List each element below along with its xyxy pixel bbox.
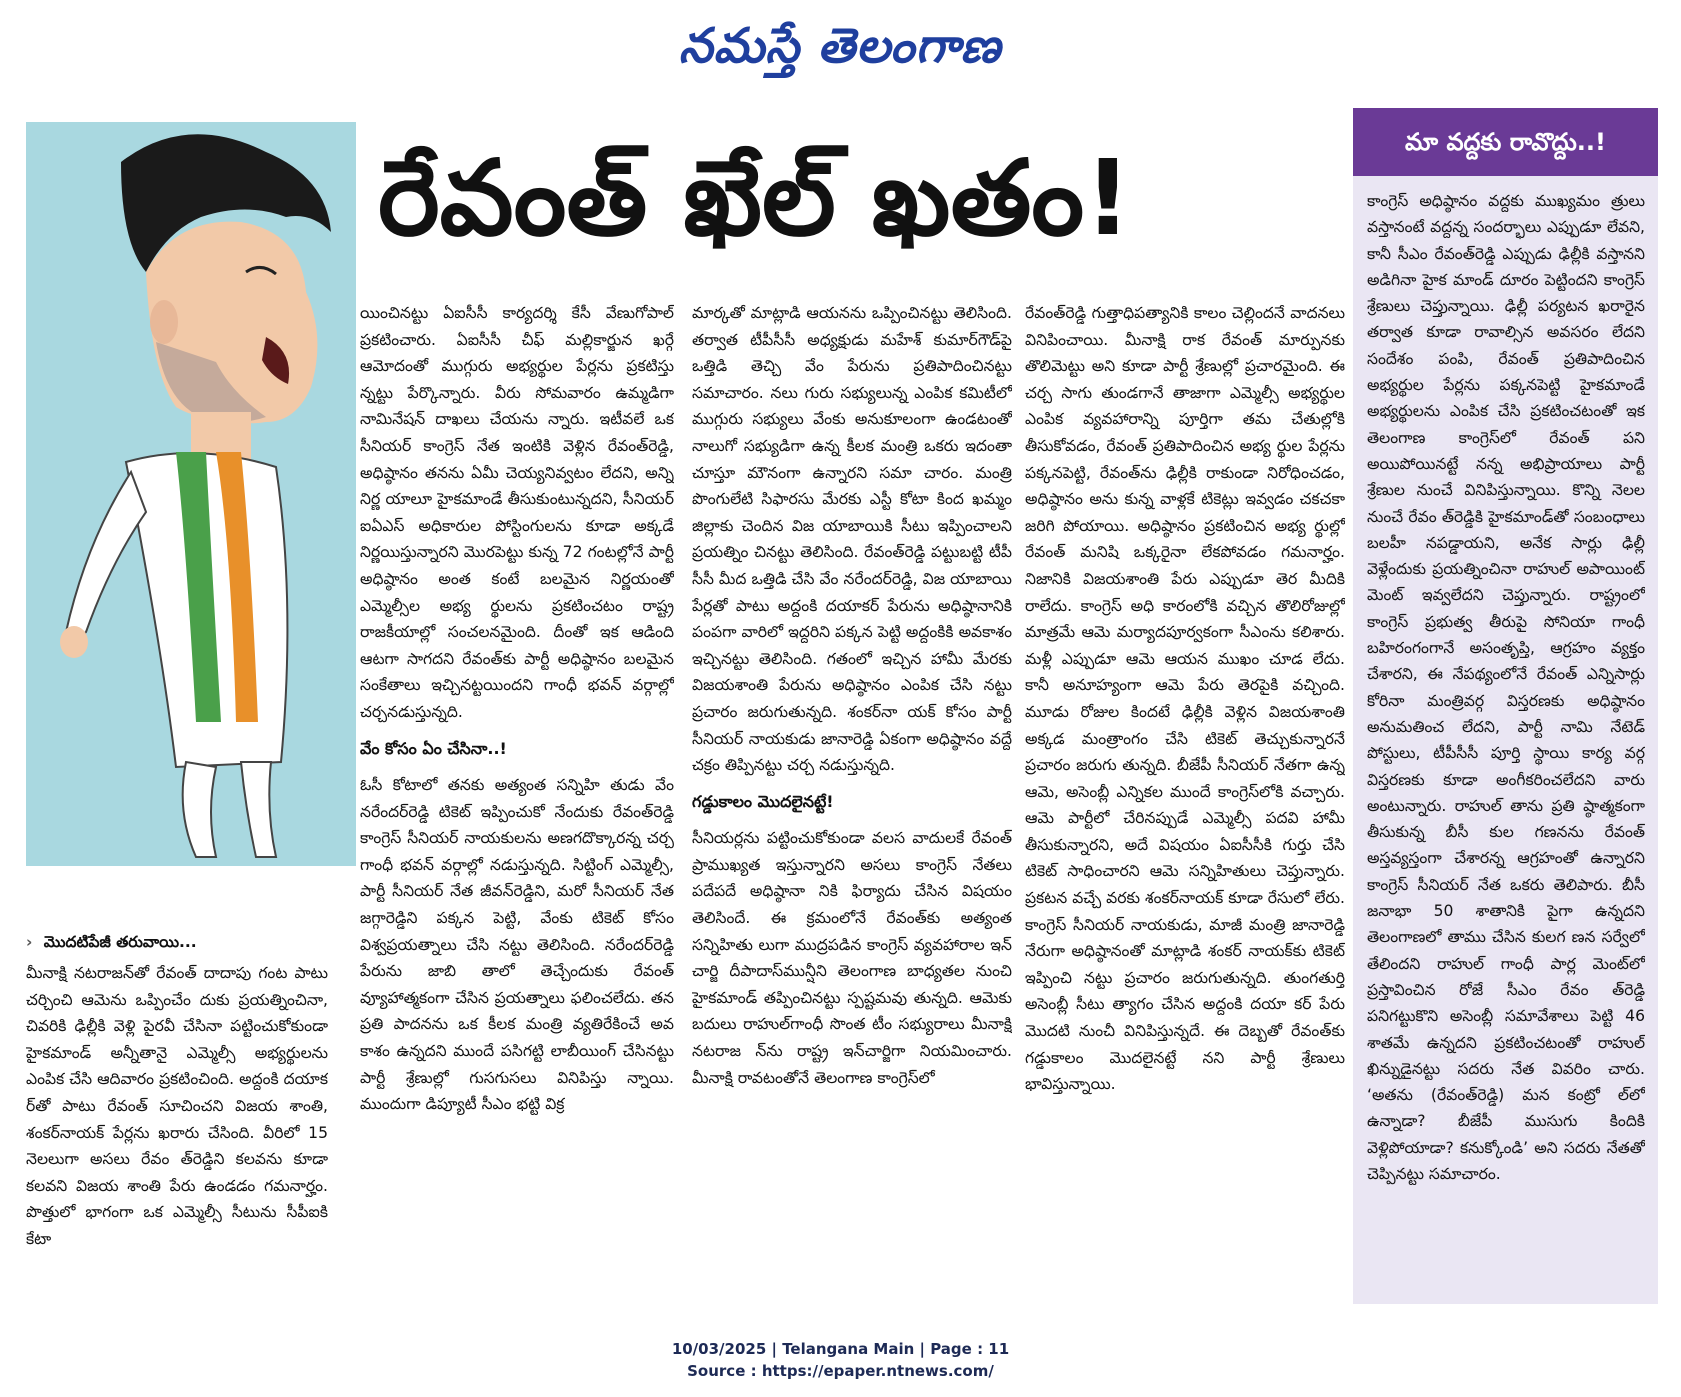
article-column-3: [692, 300, 1012, 1303]
subheading-hard-times: గడ్డుకాలం మొదలైనట్టే!: [692, 791, 834, 811]
continuation-label: [26, 933, 328, 957]
caricature-image: [26, 122, 356, 866]
article-column-1: [26, 960, 328, 1302]
sidebar-box: [1353, 108, 1658, 1304]
sidebar-title: మా వద్దకు రావొద్దు..!: [1353, 108, 1658, 176]
sidebar-text: కాంగ్రెస్ అధిష్ఠానం వద్దకు ముఖ్యమం త్రులు వస్తానంటే వద్దన్న సందర్భాలు ఎప్పుడూ లేవని, కానీ సీఎం రేవంత్‌రెడ్డి ఎప్పుడు ఢిల్లీకి వస్తానని అడిగినా హైక మాండ్ దూరం పెట్టిందని కాంగ్రెస్ శ్రేణులు చెప్తున్నాయి. ఢిల్లీ పర్యటన ఖరారైన తర్వాత కూడా రావాల్సిన అవసరం లేదని సందేశం పంపి, రేవంత్ ప్రతిపాదించిన అభ్యర్థుల పేర్లను పక్కనపెట్టి హైకమాండే అభ్యర్థులను ఎంపిక చేసి ప్రకటించటంతో ఇక తెలంగాణ కాంగ్రెస్‌లో రేవంత్ పని అయిపోయినట్టే నన్న అభిప్రాయాలు పార్టీ శ్రేణుల నుంచే వినిపిస్తున్నాయి. కొన్ని నెలల నుంచే రేవం త్‌రెడ్డికి హైకమాండ్‌తో సంబంధాలు బలహీ నపడ్డాయని, అనేక సార్లు ఢిల్లీ వెళ్లేందుకు ప్రయత్నించినా రాహుల్ అపాయింట్ మెంట్ ఇవ్వలేదని చెప్తున్నారు. రాష్ట్రంలో కాంగ్రెస్ ప్రభుత్వ తీరుపై సోనియా గాంధీ బహిరంగంగానే అసంతృప్తి, ఆగ్రహం వ్యక్తం చేశారని, ఈ నేపథ్యంలోనే రేవంత్ ఎన్నిసార్లు కోరినా మంత్రివర్గ విస్తరణకు అధిష్ఠానం అనుమతించ లేదని, పార్టీ నామి నేటెడ్ పోస్టులు, టీపీసీసీ పూర్తి స్థాయి కార్య వర్గ విస్తరణకు కూడా అంగీకరించలేదని వారు అంటున్నారు. రాహుల్ తాను ప్రతి ష్ఠాత్మకంగా తీసుకున్న బీసీ కుల గణనను రేవంత్ అస్తవ్యస్తంగా చేశారన్న ఆగ్రహంతో ఉన్నారని కాంగ్రెస్ సీనియర్ నేత ఒకరు తెలిపారు. బీసీ జనాభా 50 శాతానికి పైగా ఉన్నదని తెలంగాణలో తాము చేసిన కులగ ణన సర్వేలో తేలిందని రాహుల్ గాంధీ పార్ల మెంట్‌లో ప్రస్తావించిన రోజే సీఎం రేవం త్‌రెడ్డి పనిగట్టుకొని అసెంబ్లీ సమావేశాలు పెట్టి 46 శాతమే ఉన్నదని ప్రకటించటంతో రాహుల్ ఖిన్నుడైనట్టు సదరు నేత వివరిం చారు. ‘అతను (రేవంత్‌రెడ్డి) మన కంట్రో ల్‌లో ఉన్నాడా? బీజేపీ ముసుగు కిందికి వెళ్లిపోయాడా? కనుక్కోండి’ అని సదరు నేతతో చెప్పినట్టు సమాచారం.: [1367, 192, 1645, 1183]
column-2-text-b: ఓసీ కోటాలో తనకు అత్యంత సన్నిహి తుడు వేం నరేందర్‌రెడ్డి టికెట్ ఇప్పించుకో నేందుకు రేవంత్‌రెడ్డి కాంగ్రెస్ సీనియర్ నాయకులను అణగదొక్కారన్న చర్చ గాంధీ భవన్ వర్గాల్లో నడుస్తున్నది. సిట్టింగ్ ఎమ్మెల్సీ, పార్టీ సీనియర్ నేత జీవన్‌రెడ్డిని, మరో సీనియర్ నేత జగ్గారెడ్డిని పక్కన పెట్టి, వేంకు టికెట్ కోసం విశ్వప్రయత్నాలు చేసి నట్టు తెలిసింది. నరేందర్‌రెడ్డి పేరును జాబి తాలో తెచ్చేందుకు రేవంత్ వ్యూహాత్మకంగా చేసిన ప్రయత్నాలు ఫలించలేదు. తన ప్రతి పాదనను ఒక కీలక మంత్రి వ్యతిరేకించే అవ కాశం ఉన్నదని ముందే పసిగట్టి లాబీయింగ్ చేసినట్టు పార్టీ శ్రేణుల్లో గుసగుసలు వినిపిస్తు న్నాయి. ముందుగా డిప్యూటీ సీఎం భట్టి విక్ర: [360, 776, 674, 1114]
article-column-2: [360, 300, 674, 1303]
article-column-4: [1025, 300, 1345, 1303]
footer-date-line: 10/03/2025 | Telangana Main | Page : 11: [671, 1340, 1010, 1358]
continuation-text: మొదటిపేజీ తరువాయి...: [43, 933, 197, 951]
column-3-text-a: మార్కతో మాట్లాడి ఆయనను ఒప్పించినట్టు తెలిసింది. తర్వాత టీపీసీసీ అధ్యక్షుడు మహేశ్ కుమార్‌గౌడ్‌పై ఒత్తిడి తెచ్చి వేం పేరును ప్రతిపాదించినట్టు సమాచారం. నలు గురు సభ్యులున్న ఎంపిక కమిటీలో ముగ్గురు సభ్యులు వేంకు అనుకూలంగా ఉండటంతో నాలుగో సభ్యుడిగా ఉన్న కీలక మంత్రి ఒకరు ఇదంతా చూస్తూ మౌనంగా ఉన్నారని సమా చారం. మంత్రి పొంగులేటి సిఫారసు మేరకు ఎస్టీ కోటా కింద ఖమ్మం జిల్లాకు చెందిన విజ యాబాయికి సీటు ఇప్పించాలని ప్రయత్నిం చినట్టు తెలిసింది. రేవంత్‌రెడ్డి పట్టుబట్టి టీపీ సీసీ మీద ఒత్తిడి చేసి వేం నరేందర్‌రెడ్డి, విజ యాబాయి పేర్లతో పాటు అద్దంకి దయాకర్ పేరును అధిష్ఠానానికి పంపగా వారిలో ఇద్దరిని పక్కన పెట్టి అద్దంకికి అవకాశం ఇచ్చినట్టు తెలిసింది. గతంలో ఇచ్చిన హామీ మేరకు విజయశాంతి పేరును అధిష్ఠానం ఎంపిక చేసి నట్టు ప్రచారం జరుగుతున్నది. శంకర్‌నా యక్ కోసం పార్టీ సీనియర్ నాయకుడు జానారెడ్డి ఏకంగా అధిష్ఠానం వద్దే చక్రం తిప్పినట్టు చర్చ నడుస్తున్నది.: [692, 304, 1012, 775]
cartoon-illustration: [26, 122, 356, 866]
column-2-text-a: యించినట్టు ఏఐసీసీ కార్యదర్శి కేసీ వేణుగోపాల్ ప్రకటించారు. ఏఐసీసీ చీఫ్ మల్లికార్జున ఖర్గే ఆమోదంతో ముగ్గురు అభ్యర్థుల పేర్లను ప్రకటిస్తు న్నట్టు పేర్కొన్నారు. వీరు సోమవారం ఉమ్మడిగా నామినేషన్ దాఖలు చేయను న్నారు. ఇటీవలే ఒక సీనియర్ కాంగ్రెస్ నేత ఇంటికి వెళ్లిన రేవంత్‌రెడ్డి, అధిష్ఠానం తనను ఏమీ చెయ్యనివ్వటం లేదని, అన్ని నిర్ణ యాలూ హైకమాండే తీసుకుంటున్నదని, సీనియర్ ఐఏఎస్ అధికారుల పోస్టింగులను కూడా అక్కడే నిర్ణయిస్తున్నారని మొరపెట్టు కున్న 72 గంటల్లోనే పార్టీ అధిష్ఠానం అంత కంటే బలమైన నిర్ణయంతో ఎమ్మెల్సీల అభ్య ర్థులను ప్రకటించటం రాష్ట్ర రాజకీయాల్లో సంచలనమైంది. దీంతో ఇక ఆడింది ఆటగా సాగదని రేవంత్‌కు పార్టీ అధిష్ఠానం బలమైన సంకేతాలు ఇచ్చినట్టయిందని గాంధీ భవన్ వర్గాల్లో చర్చనడుస్తున్నది.: [360, 304, 674, 721]
chevron-right-icon: ›: [26, 933, 33, 951]
subheading-vem: వేం కోసం ఏం చేసినా..!: [360, 738, 507, 758]
masthead-logo: నమస్తే తెలంగాణ: [678, 18, 1002, 74]
column-1-text: మీనాక్షి నటరాజన్‌తో రేవంత్ దాదాపు గంట పాటు చర్చించి ఆమెను ఒప్పించేం దుకు ప్రయత్నించినా, చివరికి ఢిల్లీకి వెళ్లి పైరవీ చేసినా పట్టించుకోకుండా హైకమాండ్ అన్నీతానై ఎమ్మెల్సీ అభ్యర్థులను ఎంపిక చేసి ఆదివారం ప్రకటించింది. అద్దంకి దయాక ర్‌తో పాటు రేవంత్ సూచించని విజయ శాంతి, శంకర్‌నాయక్ పేర్లను ఖరారు చేసింది. వీరిలో 15 నెలలుగా అసలు రేవం త్‌రెడ్డిని కలవను కూడా కలవని విజయ శాంతి పేరు ఉండడం గమనార్హం. పొత్తులో భాగంగా ఒక ఎమ్మెల్సీ సీటును సీపీఐకి కేటా: [26, 964, 328, 1248]
headline: రేవంత్ ఖేల్ ఖతం!: [378, 137, 1132, 259]
column-4-text: రేవంత్‌రెడ్డి గుత్తాధిపత్యానికి కాలం చెల్లిందనే వాదనలు వినిపించాయి. మీనాక్షి రాక రేవంత్ మార్పునకు తొలిమెట్టు అని కూడా పార్టీ శ్రేణుల్లో ప్రచారమైంది. ఈ చర్చ సాగు తుండగానే తాజాగా ఎమ్మెల్సీ అభ్యర్థుల ఎంపిక వ్యవహారాన్ని పూర్తిగా తమ చేతుల్లోకి తీసుకోవడం, రేవంత్ ప్రతిపాదించిన అభ్య ర్థుల పేర్లను పక్కనపెట్టి, రేవంత్‌ను ఢిల్లీకి రాకుండా నిరోధించడం, అధిష్ఠానం అను కున్న వాళ్లకే టికెట్లు ఇవ్వడం చకచకా జరిగి పోయాయి. అధిష్ఠానం ప్రకటించిన అభ్య ర్థుల్లో రేవంత్ మనిషి ఒక్కరైనా లేకపోవడం గమనార్హం. నిజానికి విజయశాంతి పేరు ఎప్పుడూ తెర మీదికి రాలేదు. కాంగ్రెస్ అధి కారంలోకి వచ్చిన తొలిరోజుల్లో మాత్రమే ఆమె మర్యాదపూర్వకంగా సీఎంను కలిశారు. మళ్లీ ఎప్పుడూ ఆమె ఆయన ముఖం చూడ లేదు. కానీ అనూహ్యంగా ఆమె పేరు తెరపైకి వచ్చింది. మూడు రోజుల కిందటే ఢిల్లీకి వెళ్లిన విజయశాంతి అక్కడ మంత్రాంగం చేసి టికెట్ తెచ్చుకున్నారనే ప్రచారం జరుగు తున్నది. బీజేపీ సీనియర్ నేతగా ఉన్న ఆమె, అసెంబ్లీ ఎన్నికల ముందే కాంగ్రెస్‌లోకి వచ్చారు. ఆమె పార్టీలో చేరినప్పుడే ఎమ్మెల్సీ పదవి హామీ తీసుకున్నారని, అదే విషయం ఏఐసీసీకి గుర్తు చేసి టికెట్ సాధించారని ఆమె సన్నిహితులు చెప్తున్నారు. ప్రకటన వచ్చే వరకు శంకర్‌నాయక్ కూడా రేసులో లేరు. కాంగ్రెస్ సీనియర్ నాయకుడు, మాజీ మంత్రి జానారెడ్డి నేరుగా అధిష్ఠానంతో మాట్లాడి శంకర్ నాయక్‌కు టికెట్ ఇప్పించి నట్టు ప్రచారం జరుగుతున్నది. తుంగతుర్తి అసెంబ్లీ సీటు త్యాగం చేసిన అద్దంకి దయా కర్ పేరు మొదటి నుంచీ వినిపిస్తున్నదే. ఈ దెబ్బతో రేవంత్‌కు గడ్డుకాలం మొదలైనట్టే నని పార్టీ శ్రేణులు భావిస్తున్నాయి.: [1025, 304, 1345, 1094]
footer-source-line[interactable]: Source : https://epaper.ntnews.com/: [687, 1362, 994, 1380]
column-3-text-b: సీనియర్లను పట్టించుకోకుండా వలస వాదులకే రేవంత్ ప్రాముఖ్యత ఇస్తున్నారని అసలు కాంగ్రెస్ నేతలు పదేపదే అధిష్ఠానా నికి ఫిర్యాదు చేసిన విషయం తెలిసిందే. ఈ క్రమంలోనే రేవంత్‌కు అత్యంత సన్నిహితు లుగా ముద్రపడిన కాంగ్రెస్ వ్యవహారాల ఇన్ చార్జి దీపాదాస్‌మున్షీని తెలంగాణ బాధ్యతల నుంచి హైకమాండ్ తప్పించినట్టు స్పష్టమవు తున్నది. ఆమెకు బదులు రాహుల్‌గాంధీ సొంత టీం సభ్యురాలు మీనాక్షి నటరాజ న్‌ను రాష్ట్ర ఇన్‌చార్జిగా నియమించారు. మీనాక్షి రావటంతోనే తెలంగాణ కాంగ్రెస్‌లో: [692, 829, 1012, 1087]
